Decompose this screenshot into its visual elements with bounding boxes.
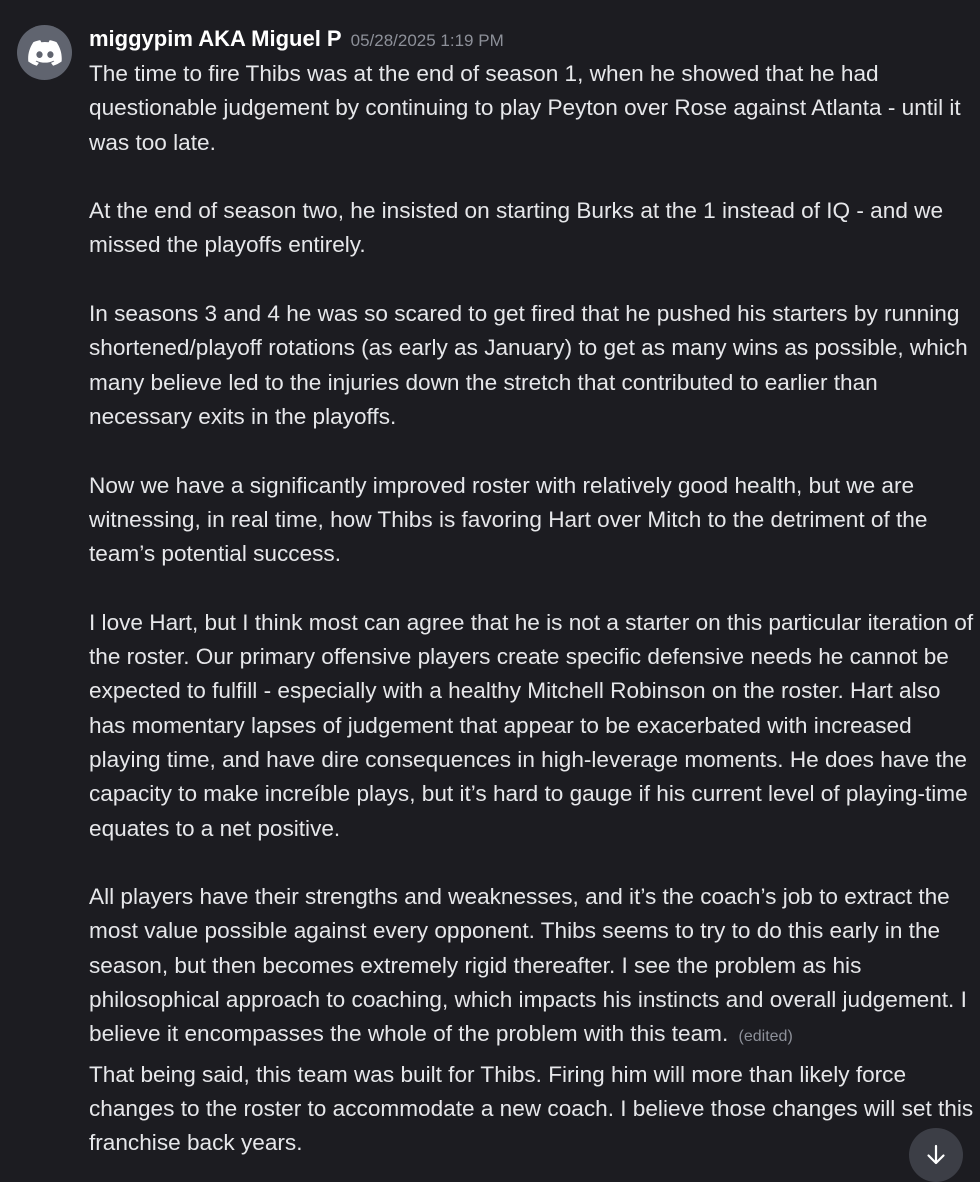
arrow-down-icon	[924, 1143, 948, 1167]
username[interactable]: miggypim AKA Miguel P	[89, 26, 342, 51]
message-content	[89, 57, 974, 1161]
message-paragraph: In seasons 3 and 4 he was so scared to get fired that he pushed his starters by running shortened/playoff rotations (as early as January) to get as many wins as possible, which many believe led to the injuries down the stretch that contributed to earlier than necessary exits in the playoffs.	[89, 301, 968, 429]
message-paragraph: The time to fire Thibs was at the end of season 1, when he showed that he had questionable judgement by continuing to play Peyton over Rose against Atlanta - until it was too late.	[89, 61, 961, 155]
message-paragraph: I love Hart, but I think most can agree that he is not a starter on this particular iteration of the roster. Our primary offensive players create specific defensive needs he cannot be expected to fulfill - especially with a healthy Mitchell Robinson on the roster. Hart also has momentary lapses of judgement that appear to be exacerbated with increased playing time, and have dire consequences in high-leverage moments. He does have the capacity to make increíble plays, but it’s hard to gauge if his current level of playing-time equates to a net positive.	[89, 609, 974, 841]
message-paragraph: That being said, this team was built for Thibs. Firing him will more than likely force changes to the roster to accommodate a new coach. I believe those changes will set this franchise back years.	[89, 1061, 974, 1156]
message-paragraph-text: All players have their strengths and weaknesses, and it’s the coach’s job to extract the most value possible against every opponent. Thibs seems to try to do this early in the season, but then becomes extremely rigid thereafter. I see the problem as his philosophical approach to coaching, which impacts his instincts and overall judgement. I believe it encompasses the whole of the problem with this team.	[89, 884, 967, 1047]
message-header	[89, 26, 504, 52]
edited-label: (edited)	[738, 1028, 793, 1046]
discord-logo-icon	[28, 40, 62, 66]
avatar[interactable]	[17, 25, 72, 80]
message-paragraph: Now we have a significantly improved roster with relatively good health, but we are witnessing, in real time, how Thibs is favoring Hart over Mitch to the detriment of the team’s potential success.	[89, 472, 928, 567]
jump-to-bottom-button[interactable]	[909, 1128, 963, 1182]
timestamp[interactable]: 05/28/2025 1:19 PM	[350, 31, 504, 50]
message-paragraph: At the end of season two, he insisted on starting Burks at the 1 instead of IQ - and we missed the playoffs entirely.	[89, 198, 944, 258]
message-paragraph-edited	[89, 880, 974, 1054]
